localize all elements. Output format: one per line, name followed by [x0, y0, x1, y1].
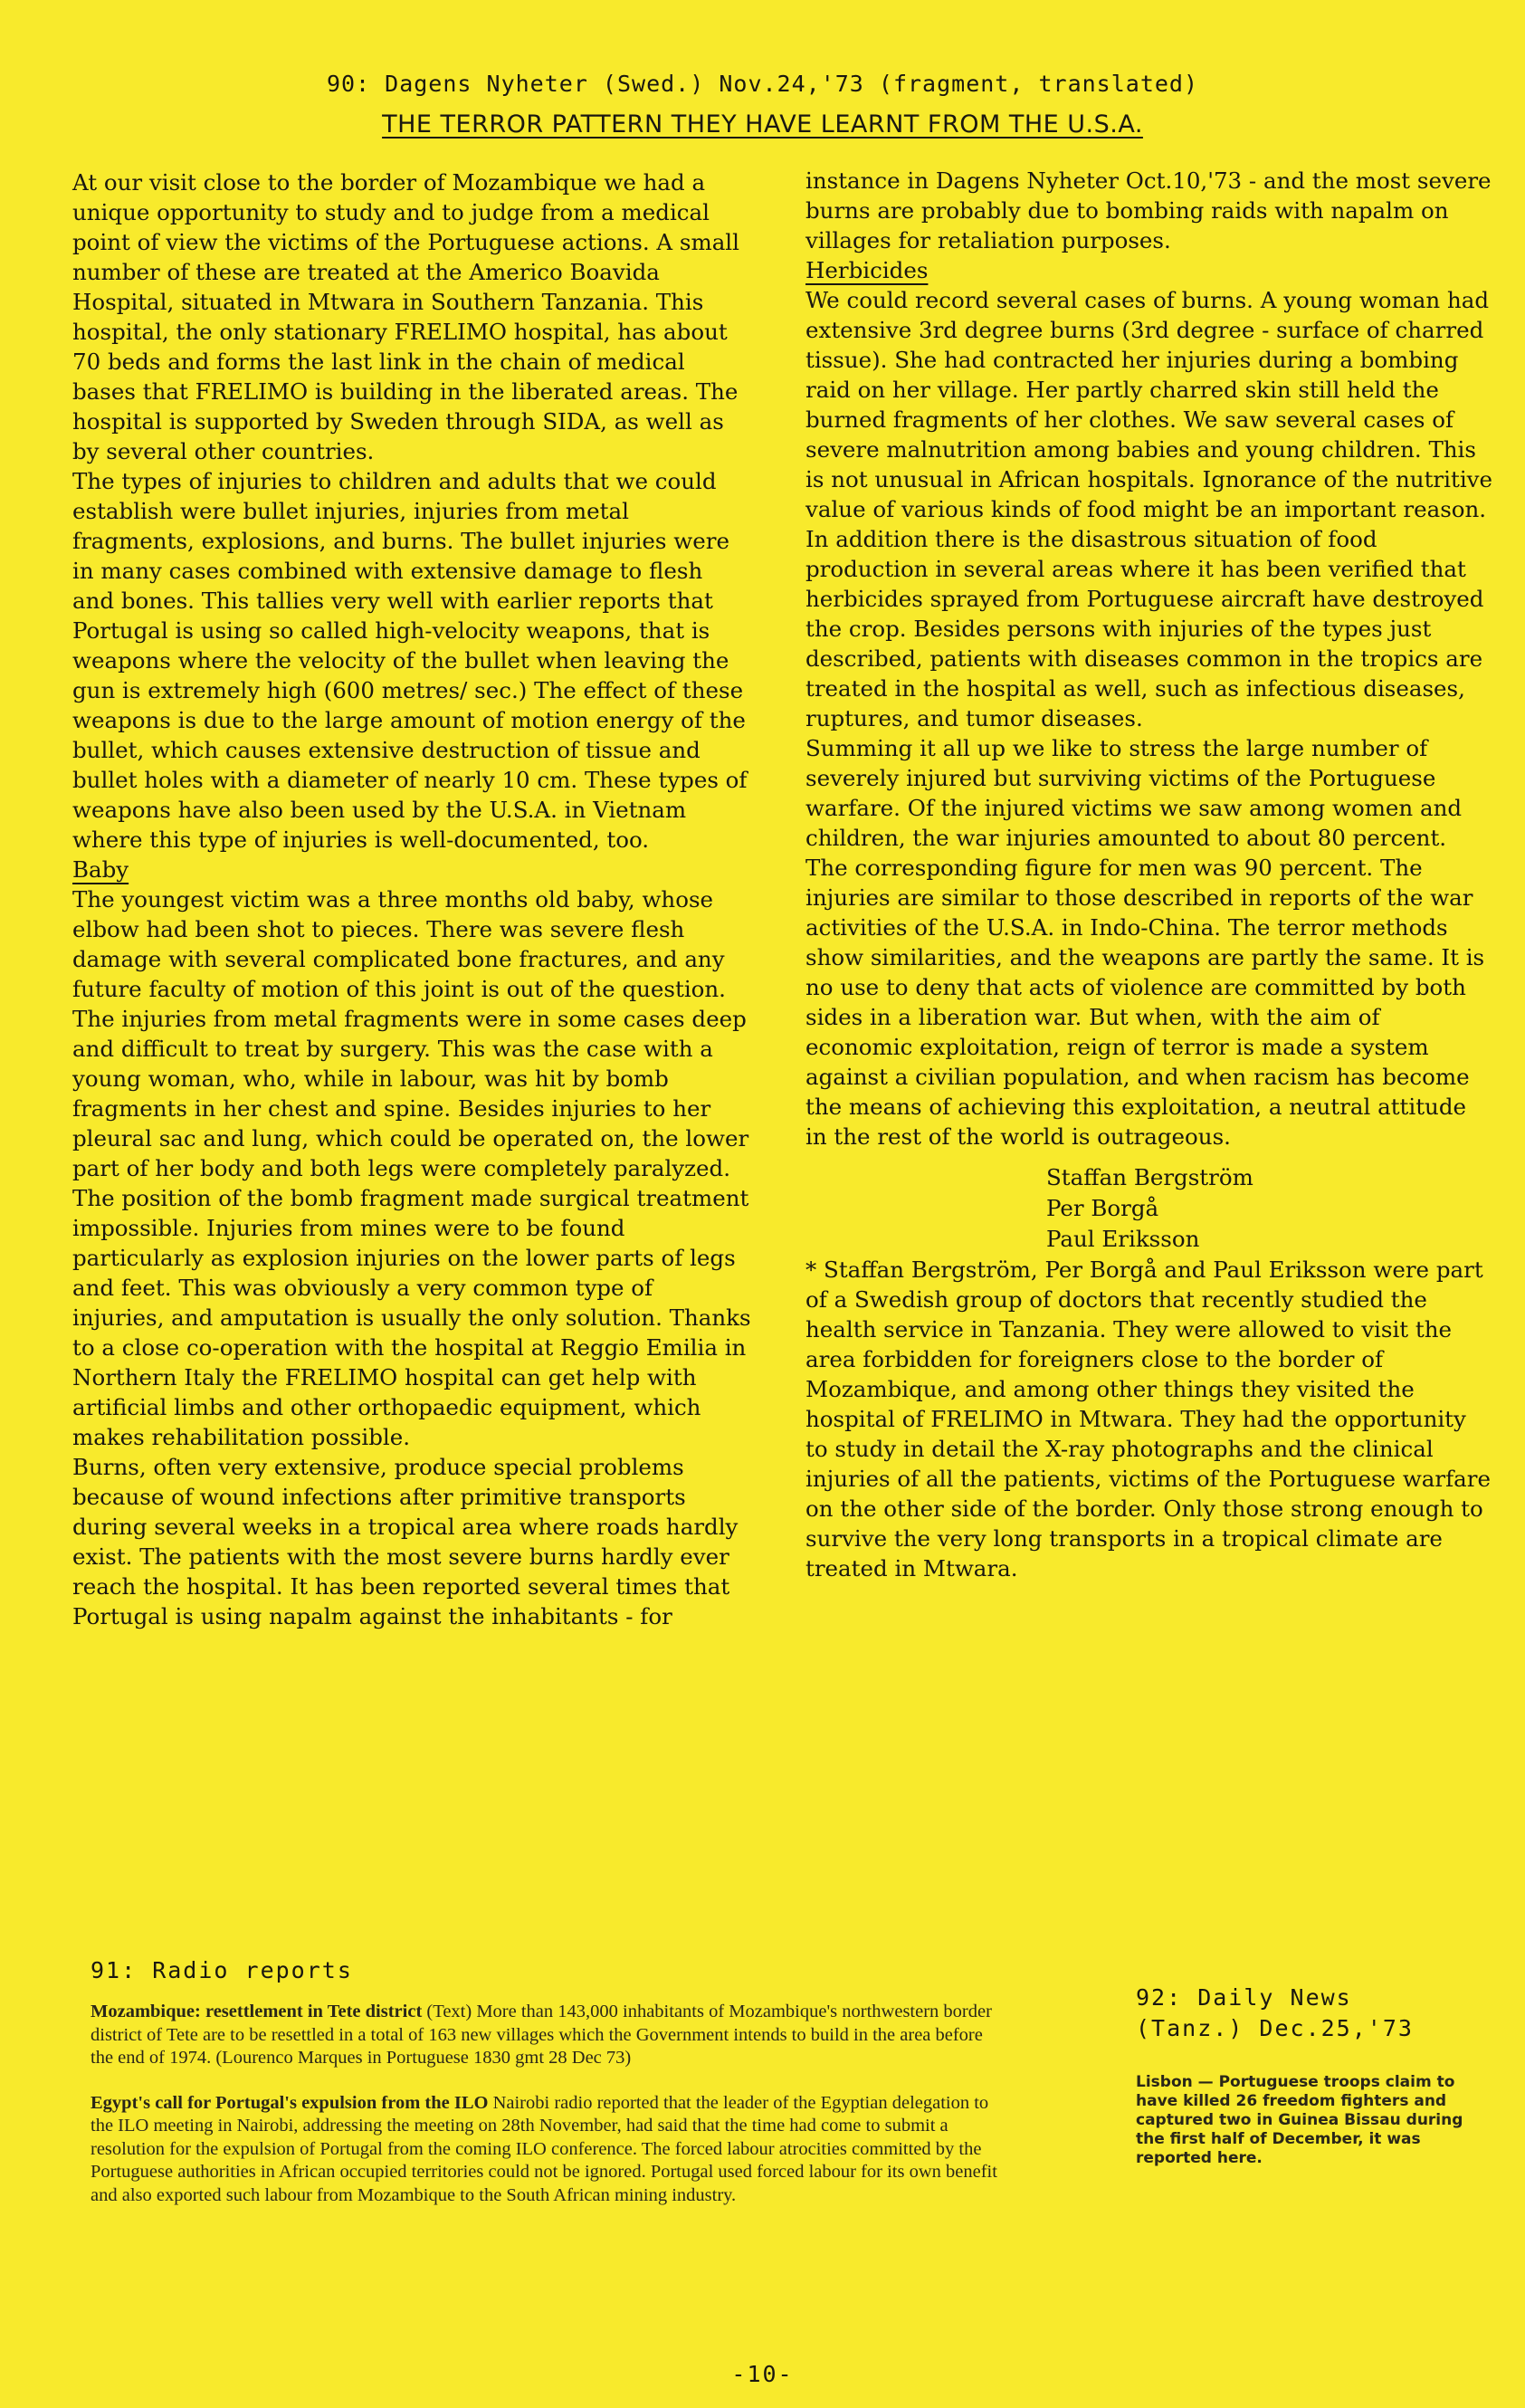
paragraph: The types of injuries to children and adults that we could establish were bullet injuries, injuries from metal fragments, explosions, and burns. The bullet injuries were in many cases combined with extensive damage to flesh and bones. This tallies very well with earlier reports that Portugal is using so called high-velocity weapons, that is weapons where the velocity of the bullet when leaving the gun is extremely high (600 metres/ sec.) The effect of these weapons is due to the large amount of motion energy of the bullet, which causes extensive destruction of tissue and bullet holes with a diameter of nearly 10 cm. These types of weapons have also been used by the U.S.A. in Vietnam where this type of injuries is well-documented, too.: [72, 468, 748, 853]
signature-name: Paul Eriksson: [1046, 1226, 1200, 1252]
article-title-text: THE TERROR PATTERN THEY HAVE LEARNT FROM THE U.S.A.: [382, 110, 1143, 139]
subheading-baby: [72, 855, 751, 884]
paragraph: The youngest victim was a three months old baby, whose elbow had been shot to pieces. There was severe flesh damage with several complicated bone fractures, and any future faculty of motion of this joint is out of the question. The injuries from metal fragments were in some cases deep and difficult to treat by surgery. This was the case with a young woman, who, while in labour, was hit by bomb fragments in her chest and spine. Besides injuries to her pleural sac and lung, which could be operated on, the lower part of her body and both legs were completely paralyzed. The position of the bomb fragment made surgical treatment impossible. Injuries from mines were to be found particularly as explosion injuries on the lower parts of legs and feet. This was obviously a very common type of injuries, and amputation is usually the only solution. Thanks to a close co-operation with the hospital at Reggio Emilia in Northern Italy the FRELIMO hospital can get help with artificial limbs and other orthopaedic equipment, which makes rehabilitation possible.: [72, 886, 751, 1450]
news-item: [91, 2092, 1005, 2208]
daily-news: [1136, 1983, 1471, 2168]
page-number: -10-: [731, 2361, 794, 2387]
signatures: [1046, 1162, 1493, 1255]
subheading-herbicides: [805, 255, 1493, 285]
author-footnote: * Staffan Bergström, Per Borgå and Paul Eriksson were part of a Swedish group of doctors that recently studied the health service in Tanzania. They were allowed to visit the area forbidden for foreigners close to the border of Mozambique, and among other things they visited the hospital of FRELIMO in Mtwara. They had the opportunity to study in detail the X-ray photographs and the clinical injuries of all the patients, victims of the Portuguese warfare on the other side of the border. Only those strong enough to survive the very long transports in a tropical climate are treated in Mtwara.: [805, 1257, 1491, 1581]
signature-name: Staffan Bergström: [1046, 1164, 1253, 1190]
source-line: 90: Dagens Nyheter (Swed.) Nov.24,'73 (fragment, translated): [326, 71, 1199, 97]
paragraph: Summing it all up we like to stress the large number of severely injured but surviving victims of the Portuguese warfare. Of the injured victims we saw among women and children, the war injuries amounted to about 80 percent. The corresponding figure for men was 90 percent. The injuries are similar to those described in reports of the war activities of the U.S.A. in Indo-China. The terror methods show similarities, and the weapons are partly the same. It is no use to deny that acts of violence are committed by both sides in a liberation war. But when, with the aim of economic exploitation, reign of terror is made a system against a civilian population, and when racism has become the means of achieving this exploitation, a neutral attitude in the rest of the world is outrageous.: [805, 735, 1485, 1150]
news-item: [91, 2001, 1005, 2070]
news-item-body: Nairobi radio reported that the leader of the Egyptian delegation to the ILO meeting in Nairobi, addressing the meeting on 28th November, had said that the time had come to submit a resolution for the expulsion of Portugal from the coming ILO conference. The forced labour atrocities committed by the Portuguese authorities in African occupied territories could not be ignored. Portugal used forced labour for its own benefit and also exported such labour from Mozambique to the South African mining industry.: [91, 2092, 997, 2205]
daily-news-date: (Tanz.) Dec.25,'73: [1136, 2015, 1414, 2041]
article-title: [0, 110, 1525, 139]
signature-name: Per Borgå: [1046, 1195, 1159, 1221]
paragraph: instance in Dagens Nyheter Oct.10,'73 - and the most severe burns are probably due to bombing raids with napalm on villages for retaliation purposes.: [805, 167, 1492, 253]
news-item-title: Mozambique: resettlement in Tete district: [91, 2002, 423, 2021]
paragraph: We could record several cases of burns. A young woman had extensive 3rd degree burns (3rd degree - surface of charred tissue). She had contracted her injuries during a bombing raid on her village. Her partly charred skin still held the burned fragments of her clothes. We saw several cases of severe malnutrition among babies and young children. This is not unusual in African hospitals. Ignorance of the nutritive value of various kinds of food might be an important reason. In addition there is the disastrous situation of food production in several areas where it has been verified that herbicides sprayed from Portuguese aircraft have destroyed the crop. Besides persons with injuries of the types just described, patients with diseases common in the tropics are treated in the hospital as well, such as infectious diseases, ruptures, and tumor diseases.: [805, 287, 1492, 731]
news-item-title: Egypt's call for Portugal's expulsion from the ILO: [91, 2092, 489, 2113]
news-item-body: (Text) More than 143,000 inhabitants of Mozambique's northwestern border district of Tete are to be resettled in a total of 163 new villages which the Government intends to build in the area before the end of 1974. (Lourenco Marques in Portuguese 1830 gmt 28 Dec 73): [91, 2002, 992, 2068]
radio-reports: [91, 1955, 1005, 2207]
daily-news-text: Lisbon — Portuguese troops claim to have killed 26 freedom fighters and captured two in Guinea Bissau during the first half of December, it was reported here.: [1136, 2073, 1463, 2167]
paragraph: At our visit close to the border of Mozambique we had a unique opportunity to study and to judge from a medical point of view the victims of the Portuguese actions. A small number of these are treated at the Americo Boavida Hospital, situated in Mtwara in Southern Tanzania. This hospital, the only stationary FRELIMO hospital, has about 70 beds and forms the last link in the chain of medical bases that FRELIMO is building in the liberated areas. The hospital is supported by Sweden through SIDA, as well as by several other countries.: [72, 169, 739, 464]
left-column: [72, 167, 751, 1631]
paragraph: Burns, often very extensive, produce special problems because of wound infections after primitive transports during several weeks in a tropical area where roads hardly exist. The patients with the most severe burns hardly ever reach the hospital. It has been reported several times that Portugal is using napalm against the inhabitants - for: [72, 1454, 739, 1629]
radio-reports-label: 91: Radio reports: [91, 1957, 353, 1983]
subheading-text: Herbicides: [805, 257, 929, 283]
subheading-text: Baby: [72, 856, 129, 883]
right-column: [805, 166, 1493, 1583]
daily-news-label: 92: Daily News: [1136, 1984, 1352, 2011]
